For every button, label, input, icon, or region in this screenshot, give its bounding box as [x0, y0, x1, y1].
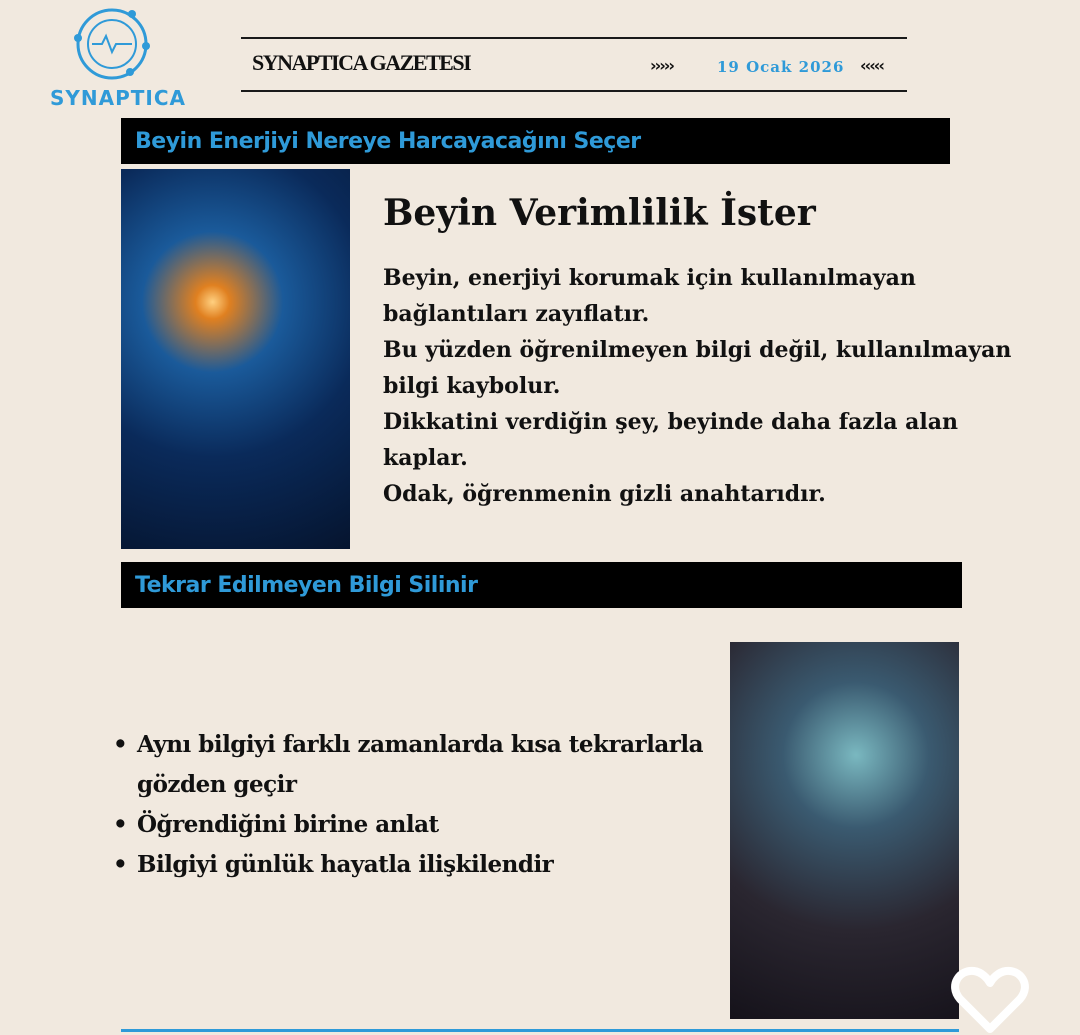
logo-text: SYNAPTICA: [50, 86, 187, 110]
article-body: [383, 260, 1023, 512]
list-item: • Aynı bilgiyi farklı zamanlarda kısa tekrarlarla gözden geçir: [113, 725, 713, 805]
tips-list: [113, 725, 713, 885]
issue-date: 19 Ocak 2026: [717, 58, 845, 76]
masthead-title: SYNAPTICA GAZETESI: [252, 50, 471, 75]
masthead-top-rule: [241, 37, 907, 39]
list-item: • Bilgiyi günlük hayatla ilişkilendir: [113, 845, 713, 885]
paragraph: Odak, öğrenmenin gizli anahtarıdır.: [383, 481, 826, 507]
paragraph: Dikkatini verdiğin şey, beyinde daha fazla alan kaplar.: [383, 409, 959, 471]
arrows-left-icon: ‹‹‹‹‹: [860, 56, 883, 75]
section2-heading: Tekrar Edilmeyen Bilgi Silinir: [121, 562, 962, 608]
arrows-right-icon: ›››››: [650, 56, 673, 75]
masthead-bottom-rule: [241, 90, 907, 92]
heart-icon[interactable]: [950, 965, 1030, 1035]
glowing-brain-image: [121, 169, 350, 549]
synaptica-logo-icon: [70, 4, 154, 84]
footer-rule: [121, 1029, 959, 1032]
list-item: • Öğrendiğini birine anlat: [113, 805, 713, 845]
article-title: Beyin Verimlilik İster: [383, 192, 816, 234]
cosmic-brain-image: [730, 642, 959, 1019]
paragraph: Beyin, enerjiyi korumak için kullanılmayan bağlantıları zayıflatır.: [383, 265, 916, 327]
paragraph: Bu yüzden öğrenilmeyen bilgi değil, kullanılmayan bilgi kaybolur.: [383, 337, 1012, 399]
section1-heading: Beyin Enerjiyi Nereye Harcayacağını Seçer: [121, 118, 950, 164]
